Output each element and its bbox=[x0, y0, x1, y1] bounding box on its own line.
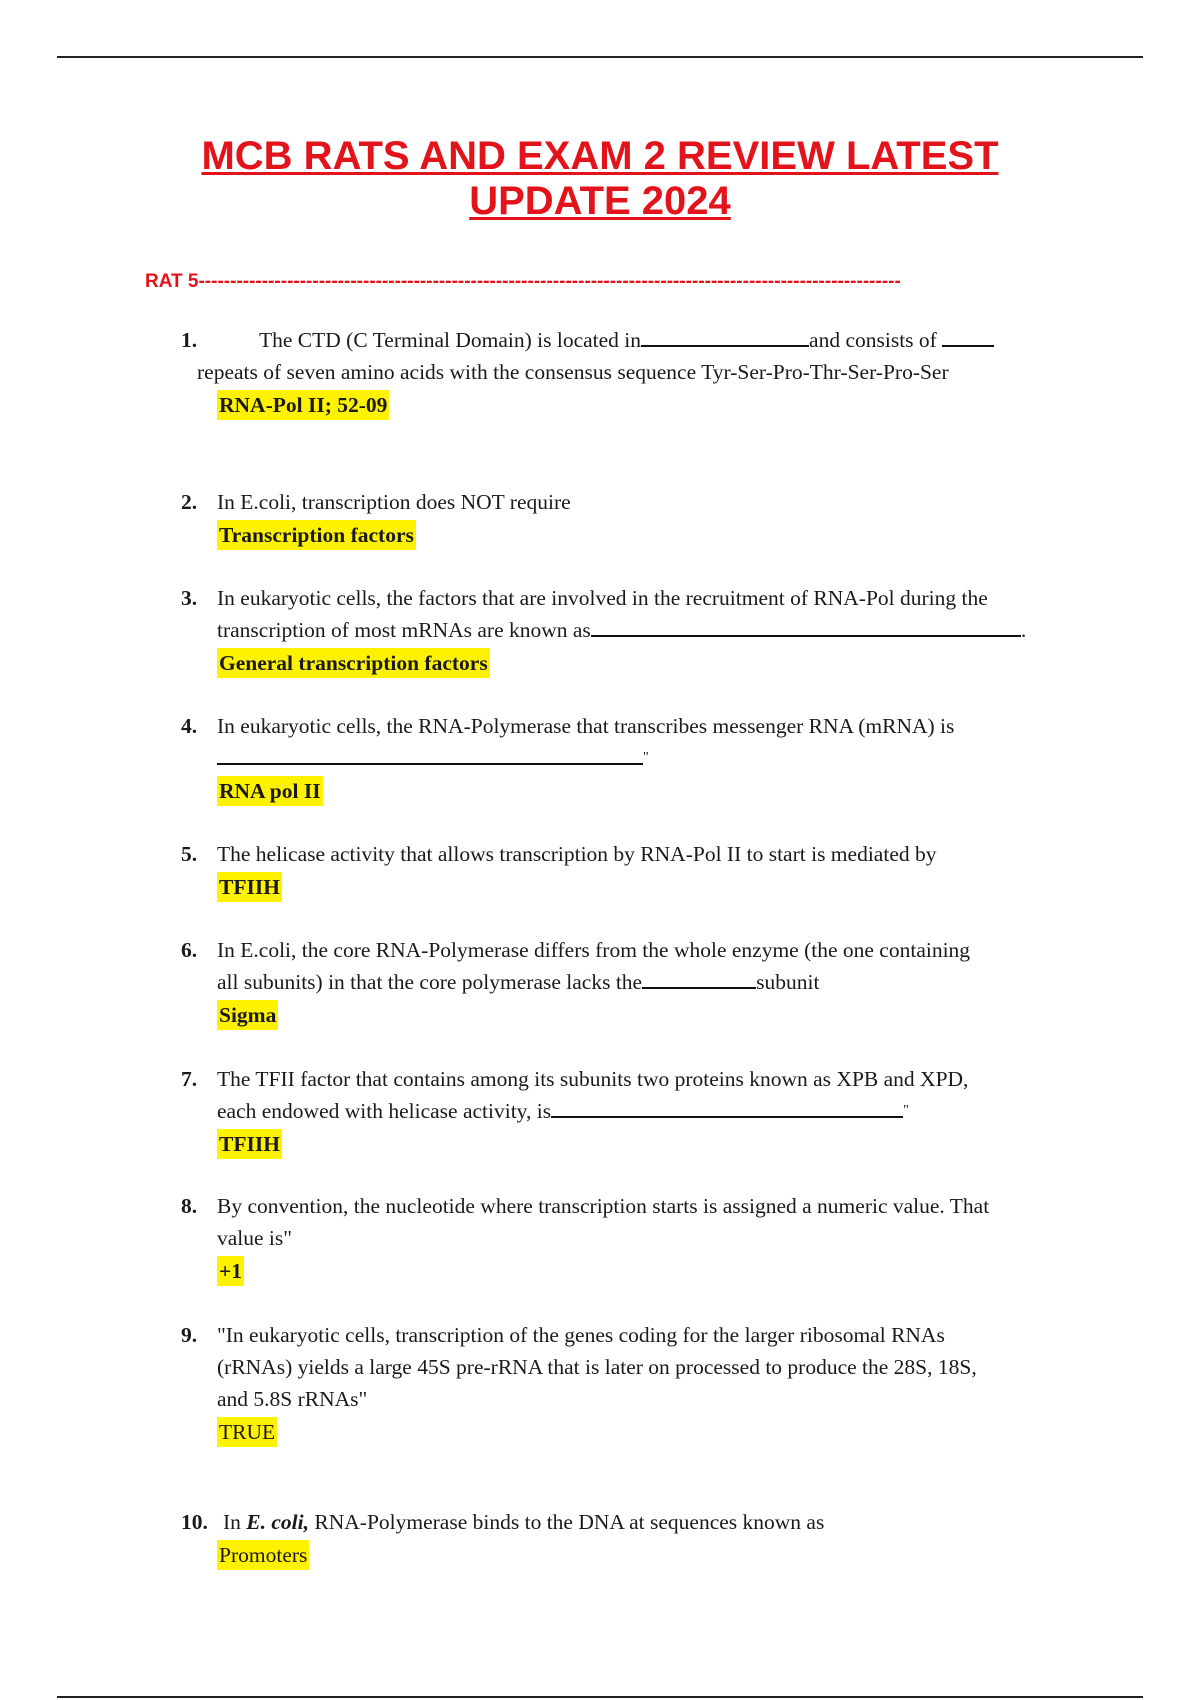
answer-blank bbox=[641, 325, 809, 347]
answer-blank bbox=[217, 743, 643, 765]
question-text: " bbox=[643, 750, 649, 765]
question-number: 3. bbox=[181, 586, 198, 610]
title-line-1: MCB RATS AND EXAM 2 REVIEW LATEST bbox=[201, 134, 999, 178]
question-5 bbox=[181, 838, 1086, 903]
question-4 bbox=[181, 710, 1086, 807]
answer-highlight: Promoters bbox=[217, 1540, 309, 1570]
question-text: "In eukaryotic cells, transcription of the genes coding for the larger ribosomal RNAs bbox=[217, 1323, 945, 1347]
question-text: and consists of bbox=[809, 328, 937, 352]
top-rule bbox=[57, 56, 1143, 58]
answer-blank bbox=[642, 967, 756, 989]
question-2 bbox=[181, 486, 1086, 551]
question-number: 5. bbox=[181, 842, 198, 866]
question-number: 4. bbox=[181, 714, 198, 738]
question-text: In E.coli, the core RNA-Polymerase differs from the whole enzyme (the one containing bbox=[217, 938, 971, 962]
question-text: In E.coli, transcription does NOT require bbox=[217, 490, 571, 514]
answer-blank bbox=[591, 615, 1021, 637]
question-text: RNA-Polymerase binds to the DNA at sequences known as bbox=[314, 1510, 825, 1534]
title-line-2: UPDATE 2024 bbox=[469, 179, 731, 223]
answer-highlight: +1 bbox=[217, 1256, 244, 1286]
answer-highlight: General transcription factors bbox=[217, 648, 490, 678]
answer-highlight: RNA pol II bbox=[217, 776, 323, 806]
question-1 bbox=[181, 324, 1086, 421]
question-number: 8. bbox=[181, 1194, 198, 1218]
question-text: and 5.8S rRNAs" bbox=[217, 1387, 368, 1411]
question-number: 6. bbox=[181, 938, 198, 962]
answer-highlight: TRUE bbox=[217, 1417, 277, 1447]
question-text: . bbox=[1020, 618, 1027, 642]
question-3 bbox=[181, 582, 1086, 679]
bottom-rule bbox=[57, 1696, 1143, 1698]
question-text: In bbox=[223, 1510, 241, 1534]
question-text: " bbox=[903, 1103, 909, 1118]
question-text: In eukaryotic cells, the factors that are involved in the recruitment of RNA-Pol during the bbox=[217, 586, 988, 610]
question-number: 9. bbox=[181, 1323, 198, 1347]
answer-blank bbox=[551, 1096, 903, 1118]
question-text: In eukaryotic cells, the RNA-Polymerase that transcribes messenger RNA (mRNA) is bbox=[217, 714, 955, 738]
question-text-italic: E. coli, bbox=[246, 1510, 310, 1534]
question-text: The helicase activity that allows transcription by RNA-Pol II to start is mediated by bbox=[217, 842, 937, 866]
question-text: all subunits) in that the core polymerase lacks the bbox=[217, 970, 643, 994]
question-number: 7. bbox=[181, 1067, 198, 1091]
question-number: 1. bbox=[181, 328, 198, 352]
question-6 bbox=[181, 934, 1086, 1031]
question-text: The TFII factor that contains among its subunits two proteins known as XPB and XPD, bbox=[217, 1067, 969, 1091]
question-text: each endowed with helicase activity, is bbox=[217, 1099, 552, 1123]
answer-highlight: Sigma bbox=[217, 1000, 278, 1030]
question-text: transcription of most mRNAs are known as bbox=[217, 618, 591, 642]
question-text: repeats of seven amino acids with the consensus sequence Tyr-Ser-Pro-Thr-Ser-Pro-Ser bbox=[197, 360, 949, 384]
answer-blank bbox=[942, 325, 994, 347]
rat-section-heading: RAT 5--------------------------------------------------------------------------------------------------------------- bbox=[145, 271, 901, 292]
question-text: The CTD (C Terminal Domain) is located in bbox=[259, 328, 642, 352]
question-10 bbox=[181, 1506, 1086, 1571]
question-9 bbox=[181, 1319, 1086, 1448]
question-text: subunit bbox=[756, 970, 820, 994]
answer-highlight: TFIIH bbox=[217, 1129, 282, 1159]
question-7 bbox=[181, 1063, 1086, 1160]
page-title bbox=[0, 134, 1200, 224]
question-number: 10. bbox=[181, 1510, 208, 1534]
answer-highlight: Transcription factors bbox=[217, 520, 416, 550]
answer-highlight: RNA-Pol II; 52-09 bbox=[217, 390, 389, 420]
answer-highlight: TFIIH bbox=[217, 872, 282, 902]
question-8 bbox=[181, 1190, 1086, 1287]
question-text: By convention, the nucleotide where transcription starts is assigned a numeric value. That bbox=[217, 1194, 990, 1218]
question-number: 2. bbox=[181, 490, 198, 514]
question-text: value is" bbox=[217, 1226, 293, 1250]
question-text: (rRNAs) yields a large 45S pre-rRNA that is later on processed to produce the 28S, 18S, bbox=[217, 1355, 977, 1379]
